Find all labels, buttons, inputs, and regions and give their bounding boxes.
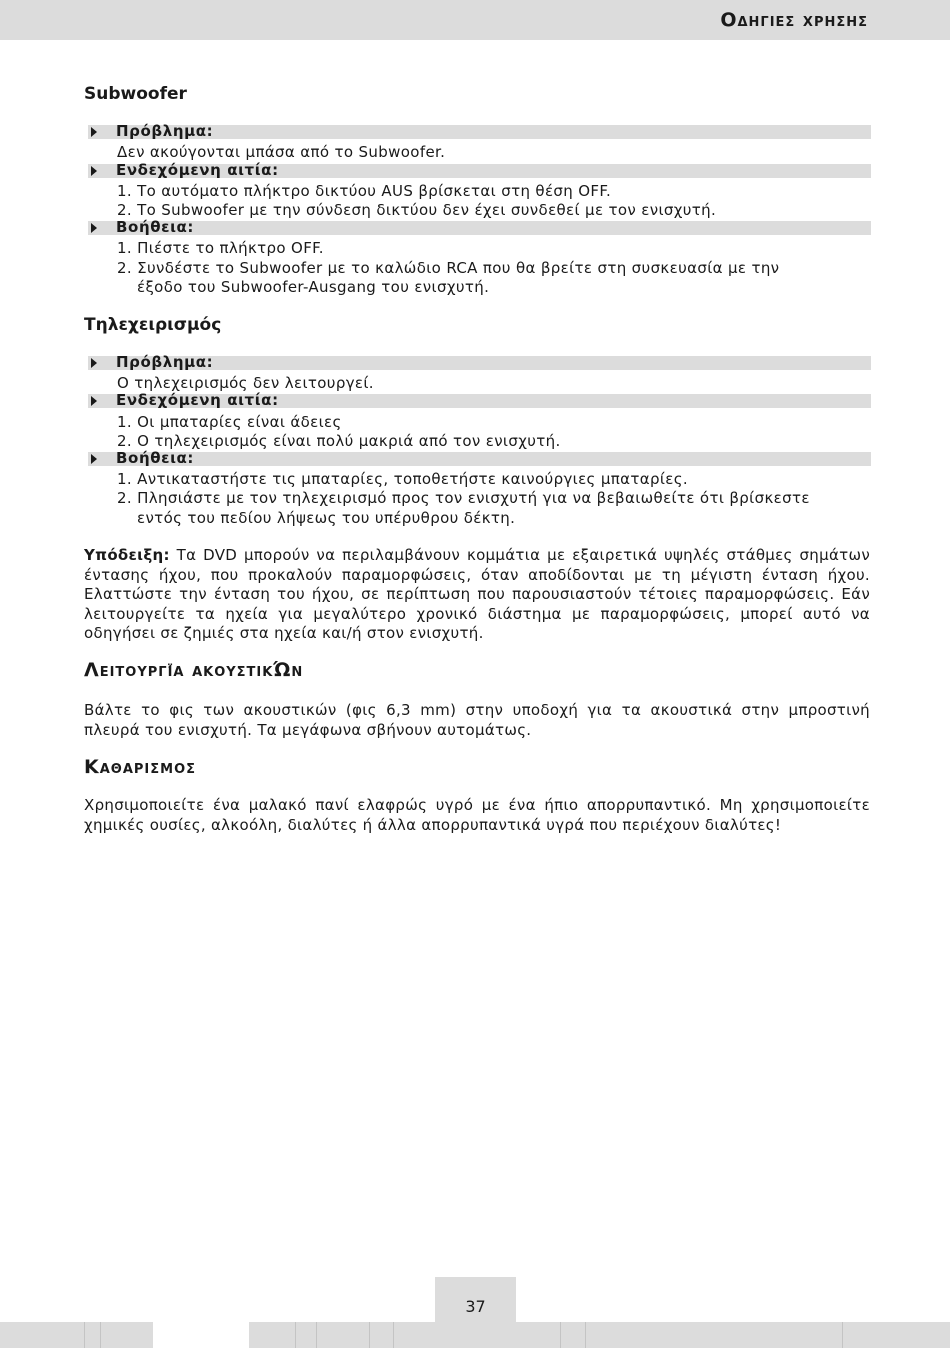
triangle-right-icon <box>91 396 97 406</box>
cleaning-heading: Καθαρισμος <box>84 756 197 778</box>
remote-help-bar <box>88 449 871 467</box>
subwoofer-help-1: 1. Πιέστε το πλήκτρο OFF. <box>117 239 324 257</box>
subwoofer-help-2-cont: έξοδο του Subwoofer-Ausgang του ενισχυτή. <box>137 278 490 296</box>
subwoofer-help-bar <box>88 218 871 236</box>
footer-divider <box>369 1322 370 1348</box>
help-label: Βοήθεια: <box>116 218 195 236</box>
remote-help-2: 2. Πλησιάστε με τον τηλεχειρισμό προς τον ενισχυτή για να βεβαιωθείτε ότι βρίσκεστε <box>117 489 810 507</box>
subwoofer-heading: Subwoofer <box>84 84 187 104</box>
subwoofer-problem-text: Δεν ακούγονται μπάσα από το Subwoofer. <box>117 143 446 161</box>
cause-label: Ενδεχόμενη αιτία: <box>116 391 279 409</box>
hint-text: Τα DVD μπορούν να περιλαμβάνουν κομμάτια με εξαιρετικά υψηλές στάθμες σημάτων έντασης ήχου, που προκαλούν παραμορφώσεις, όταν αποδίδονται με τη μέγιστη ένταση ήχου. Ελαττώστε την ένταση του ήχου, σε περίπτωση που παρουσιαστούν τέτοιες παραμορφώσεις. Εάν λειτουργείτε τα ηχεία για μεγαλύτερο χρονικό διάστημα με παραμορφώσεις, μπορεί αυτό να οδηγήσει σε ζημιές στα ηχεία και/ή στον ενισχυτή. <box>84 546 870 642</box>
page-number-tab <box>435 1277 516 1348</box>
remote-cause-bar <box>88 391 871 409</box>
subwoofer-cause-1: 1. Το αυτόματο πλήκτρο δικτύου AUS βρίσκεται στη θέση OFF. <box>117 182 612 200</box>
headphones-heading: Λειτουργΐα ακουστικΏν <box>84 659 304 681</box>
hint-paragraph <box>84 546 870 644</box>
footer-divider <box>585 1322 586 1348</box>
triangle-right-icon <box>91 454 97 464</box>
footer-divider <box>560 1322 561 1348</box>
subwoofer-problem-bar <box>88 122 871 140</box>
remote-cause-1: 1. Οι μπαταρίες είναι άδειες <box>117 413 342 431</box>
remote-cause-2: 2. Ο τηλεχειρισμός είναι πολύ μακριά από τον ενισχυτή. <box>117 432 561 450</box>
remote-help-2-cont: εντός του πεδίου λήψεως του υπέρυθρου δέκτη. <box>137 509 516 527</box>
triangle-right-icon <box>91 223 97 233</box>
subwoofer-cause-bar <box>88 161 871 179</box>
footer-divider <box>316 1322 317 1348</box>
page-number: 37 <box>465 1297 486 1316</box>
triangle-right-icon <box>91 127 97 137</box>
help-label: Βοήθεια: <box>116 449 195 467</box>
problem-label: Πρόβλημα: <box>116 122 214 140</box>
remote-heading: Τηλεχειρισμός <box>84 315 222 335</box>
footer-divider <box>842 1322 843 1348</box>
subwoofer-help-2: 2. Συνδέστε το Subwoofer με το καλώδιο RCA που θα βρείτε στη συσκευασία με την <box>117 259 780 277</box>
footer-divider <box>100 1322 101 1348</box>
triangle-right-icon <box>91 166 97 176</box>
subwoofer-cause-2: 2. Το Subwoofer με την σύνδεση δικτύου δεν έχει συνδεθεί με τον ενισχυτή. <box>117 201 717 219</box>
remote-help-1: 1. Αντικαταστήστε τις μπαταρίες, τοποθετήστε καινούργιες μπαταρίες. <box>117 470 688 488</box>
remote-problem-text: Ο τηλεχειρισμός δεν λειτουργεί. <box>117 374 374 392</box>
footer-gap <box>153 1322 249 1348</box>
cleaning-text: Χρησιμοποιείτε ένα μαλακό πανί ελαφρώς υγρό με ένα ήπιο απορρυπαντικό. Μη χρησιμοποιείτε χημικές ουσίες, αλκοόλη, διαλύτες ή άλλα απορρυπαντικά υγρά που περιέχουν διαλύτες! <box>84 796 870 834</box>
problem-label: Πρόβλημα: <box>116 353 214 371</box>
triangle-right-icon <box>91 358 97 368</box>
footer-divider <box>295 1322 296 1348</box>
hint-label: Υπόδειξη: <box>84 546 170 564</box>
headphones-text: Βάλτε το φις των ακουστικών (φις 6,3 mm) στην υποδοχή για τα ακουστικά στην μπροστινή πλευρά του ενισχυτή. Τα μεγάφωνα σβήνουν αυτομάτως. <box>84 701 870 739</box>
cause-label: Ενδεχόμενη αιτία: <box>116 161 279 179</box>
footer-divider <box>84 1322 85 1348</box>
header-title: Οδηγιες χρησης <box>720 9 868 31</box>
footer-divider <box>393 1322 394 1348</box>
remote-problem-bar <box>88 353 871 371</box>
